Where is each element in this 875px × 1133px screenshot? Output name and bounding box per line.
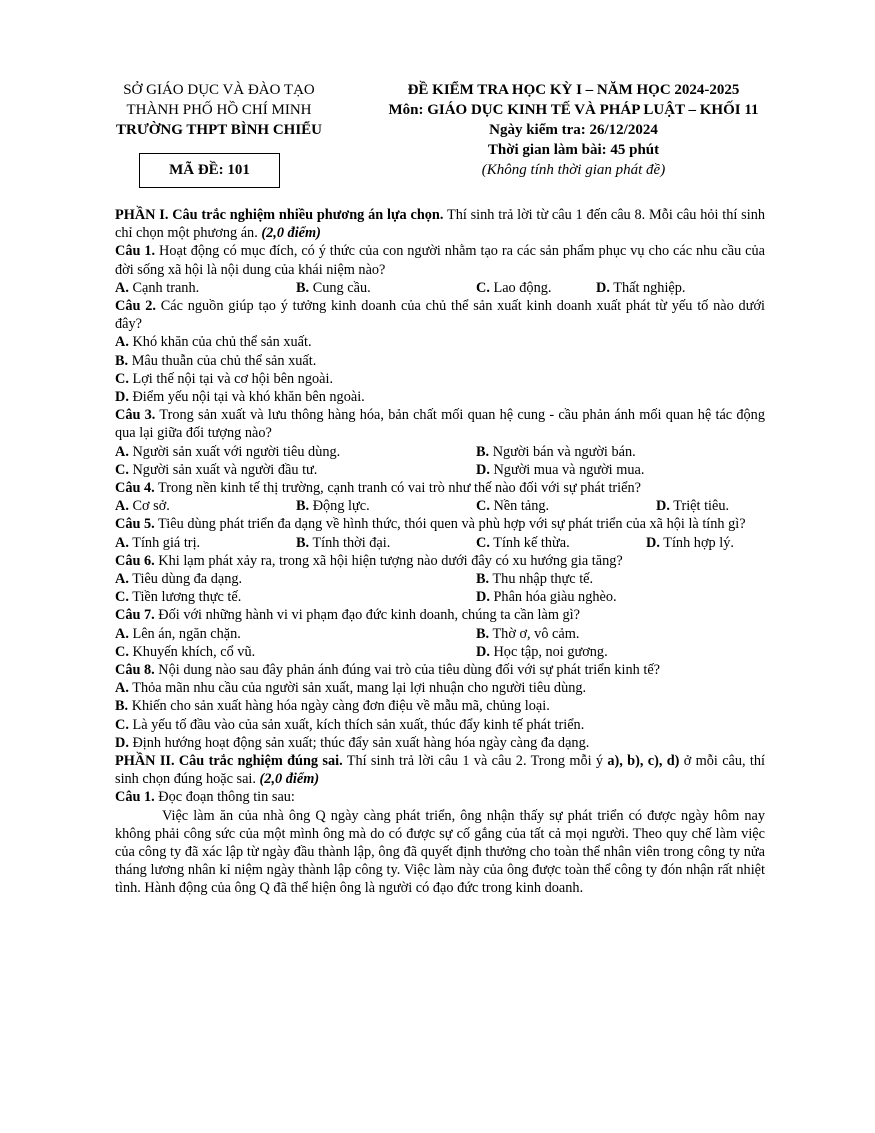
- option-b: B. Thờ ơ, vô cảm.: [476, 625, 580, 642]
- options-row: [115, 534, 765, 552]
- options-row: [115, 497, 765, 515]
- option-c: C. Người sản xuất và người đầu tư.: [115, 461, 318, 478]
- option-c: C. Là yếu tố đầu vào của sản xuất, kích thích sản xuất, thúc đẩy kinh tế phát triển.: [115, 716, 585, 733]
- option-a: A. Tính giá trị.: [115, 534, 201, 551]
- question-7: [115, 606, 765, 624]
- option-b: B. Tính thời đại.: [296, 534, 391, 551]
- option-d: D. Triệt tiêu.: [656, 498, 730, 515]
- exam-note: (Không tính thời gian phát đề): [481, 162, 666, 178]
- option-d: D. Thất nghiệp.: [596, 279, 686, 296]
- school-name: TRƯỜNG THPT BÌNH CHIỂU: [115, 122, 322, 138]
- options-row: [115, 279, 765, 297]
- question-6: [115, 552, 765, 570]
- question-1: [115, 242, 765, 278]
- option-a: A. Cạnh tranh.: [115, 279, 200, 296]
- option-a: A. Khó khăn của chủ thể sản xuất.: [115, 334, 312, 351]
- city-name: THÀNH PHỐ HỒ CHÍ MINH: [126, 102, 312, 118]
- option-b: B. Mâu thuẫn của chủ thể sản xuất.: [115, 352, 317, 369]
- options-row: [115, 588, 765, 606]
- question-label: Câu 3.: [115, 407, 156, 424]
- reading-passage: Việc làm ăn của nhà ông Q ngày càng phát triển, ông nhận thấy sự phát triển có được ngày hôm nay không phải công sức của một mình ông mà do có được sự cố gắng của tất cả mọi người. Theo quy chế làm việc của công ty đã xác lập từ ngày đầu thành lập, ông đã quyết định thưởng cho toàn thể nhân viên trong công ty nửa tháng lương nhân kỉ niệm ngày thành lập công ty. Việc làm này của ông được toàn thể công ty đón nhận rất nhiệt tình. Hành động của ông Q đã thể hiện ông là người có đạo đức trong kinh doanh.: [115, 807, 765, 897]
- options-row: [115, 643, 765, 661]
- department-name: SỞ GIÁO DỤC VÀ ĐÀO TẠO: [123, 82, 315, 98]
- option-b: B. Động lực.: [296, 498, 370, 515]
- part2-items: a), b), c), d): [607, 752, 680, 769]
- options-row: [115, 570, 765, 588]
- part1-intro: [115, 206, 765, 242]
- part1-instruction: Thí sinh trả lời từ câu 1 đến câu 8. Mỗi câu hỏi thí sinh chỉ chọn một phương án.: [115, 207, 766, 242]
- part2-heading: PHẦN II. Câu trắc nghiệm đúng sai.: [115, 752, 343, 769]
- question-4: [115, 479, 765, 497]
- option-d: D. Người mua và người mua.: [476, 461, 645, 478]
- question-text: Các nguồn giúp tạo ý tưởng kinh doanh của chủ thể sản xuất kinh doanh xuất phát từ yếu tố nào dưới đây?: [115, 298, 765, 333]
- options-row: [115, 443, 765, 461]
- exam-date: Ngày kiểm tra: 26/12/2024: [489, 122, 658, 138]
- exam-title: ĐỀ KIỂM TRA HỌC KỲ I – NĂM HỌC 2024-2025: [407, 82, 740, 98]
- question-label: Câu 4.: [115, 480, 155, 496]
- option-a: A. Cơ sở.: [115, 498, 170, 515]
- question-text: Đối với những hành vi vi phạm đạo đức kinh doanh, chúng ta cần làm gì?: [154, 607, 581, 624]
- options-row: [115, 625, 765, 643]
- question-text: Trong nền kinh tế thị trường, cạnh tranh có vai trò như thế nào đối với sự phát triển?: [154, 480, 641, 496]
- option-a: A. Người sản xuất với người tiêu dùng.: [115, 443, 341, 460]
- option-a: A. Lên án, ngăn chặn.: [115, 625, 241, 642]
- option-b: B. Thu nhập thực tế.: [476, 570, 594, 587]
- question-label: Câu 7.: [115, 607, 155, 624]
- question-8: [115, 661, 765, 679]
- part2-instruction: Thí sinh trả lời câu 1 và câu 2. Trong mỗi ý: [342, 752, 608, 769]
- question-label: Câu 8.: [115, 661, 155, 678]
- part2-question-1: [115, 788, 765, 806]
- school-header: [100, 80, 338, 140]
- option-c: C. Lợi thế nội tại và cơ hội bên ngoài.: [115, 370, 334, 387]
- part2-points: (2,0 điểm): [259, 771, 320, 788]
- option-d: D. Tính hợp lý.: [646, 534, 734, 551]
- option-d: D. Phân hóa giàu nghèo.: [476, 589, 617, 606]
- exam-header: [352, 80, 795, 180]
- exam-subject: Môn: GIÁO DỤC KINH TẾ VÀ PHÁP LUẬT – KHỐI 11: [388, 102, 759, 118]
- option-a: A. Tiêu dùng đa dạng.: [115, 570, 243, 587]
- question-text: Trong sản xuất và lưu thông hàng hóa, bản chất mối quan hệ cung - cầu phản ánh mối quan hệ tác động qua lại giữa đối tượng nào?: [115, 407, 765, 442]
- part2-intro: [115, 752, 765, 788]
- option-c: C. Tiền lương thực tế.: [115, 589, 242, 606]
- question-text: Đọc đoạn thông tin sau:: [154, 789, 295, 806]
- question-label: Câu 2.: [115, 298, 156, 314]
- question-label: Câu 6.: [115, 552, 155, 569]
- question-5: [115, 515, 765, 533]
- exam-code: MÃ ĐỀ: 101: [169, 162, 250, 178]
- option-d: D. Định hướng hoạt động sản xuất; thúc đẩy sản xuất hàng hóa ngày càng đa dạng.: [115, 734, 590, 751]
- question-label: Câu 1.: [115, 789, 155, 806]
- option-b: B. Khiến cho sản xuất hàng hóa ngày càng đơn điệu về mẫu mã, chủng loại.: [115, 698, 550, 715]
- option-c: C. Khuyến khích, cổ vũ.: [115, 643, 256, 660]
- part1-heading: PHẦN I. Câu trắc nghiệm nhiều phương án lựa chọn.: [115, 207, 444, 223]
- option-c: C. Tính kế thừa.: [476, 534, 570, 551]
- part1-points: (2,0 điểm): [261, 225, 321, 242]
- part2-instruction-end: ở mỗi câu, thí sinh chọn đúng hoặc sai.: [115, 752, 766, 788]
- exam-body: [115, 206, 765, 898]
- exam-duration: Thời gian làm bài: 45 phút: [487, 142, 660, 158]
- question-text: Khi lạm phát xảy ra, trong xã hội hiện tượng nào dưới đây có xu hướng gia tăng?: [154, 552, 623, 569]
- question-text: Hoạt động có mục đích, có ý thức của con người nhằm tạo ra các sản phẩm phục vụ cho các nhu cầu của đời sống xã hội là nội dung của khái niệm nào?: [115, 243, 765, 278]
- option-d: D. Điểm yếu nội tại và khó khăn bên ngoài.: [115, 389, 365, 406]
- question-text: Tiêu dùng phát triển đa dạng về hình thức, thói quen và phù hợp với sự phát triển của xã hội là tính gì?: [154, 516, 746, 533]
- question-3: [115, 406, 765, 442]
- options-row: [115, 461, 765, 479]
- question-text: Nội dung nào sau đây phản ánh đúng vai trò của tiêu dùng đối với sự phát triển kinh tế?: [154, 661, 661, 678]
- question-label: Câu 1.: [115, 243, 156, 260]
- question-2: [115, 297, 765, 333]
- option-b: B. Người bán và người bán.: [476, 443, 636, 460]
- option-c: C. Lao động.: [476, 279, 552, 296]
- question-label: Câu 5.: [115, 516, 155, 533]
- option-a: A. Thỏa mãn nhu cầu của người sản xuất, mang lại lợi nhuận cho người tiêu dùng.: [115, 680, 587, 697]
- option-c: C. Nền tảng.: [476, 498, 550, 515]
- exam-code-box: [139, 153, 280, 188]
- option-b: B. Cung cầu.: [296, 279, 371, 296]
- option-d: D. Học tập, noi gương.: [476, 643, 608, 660]
